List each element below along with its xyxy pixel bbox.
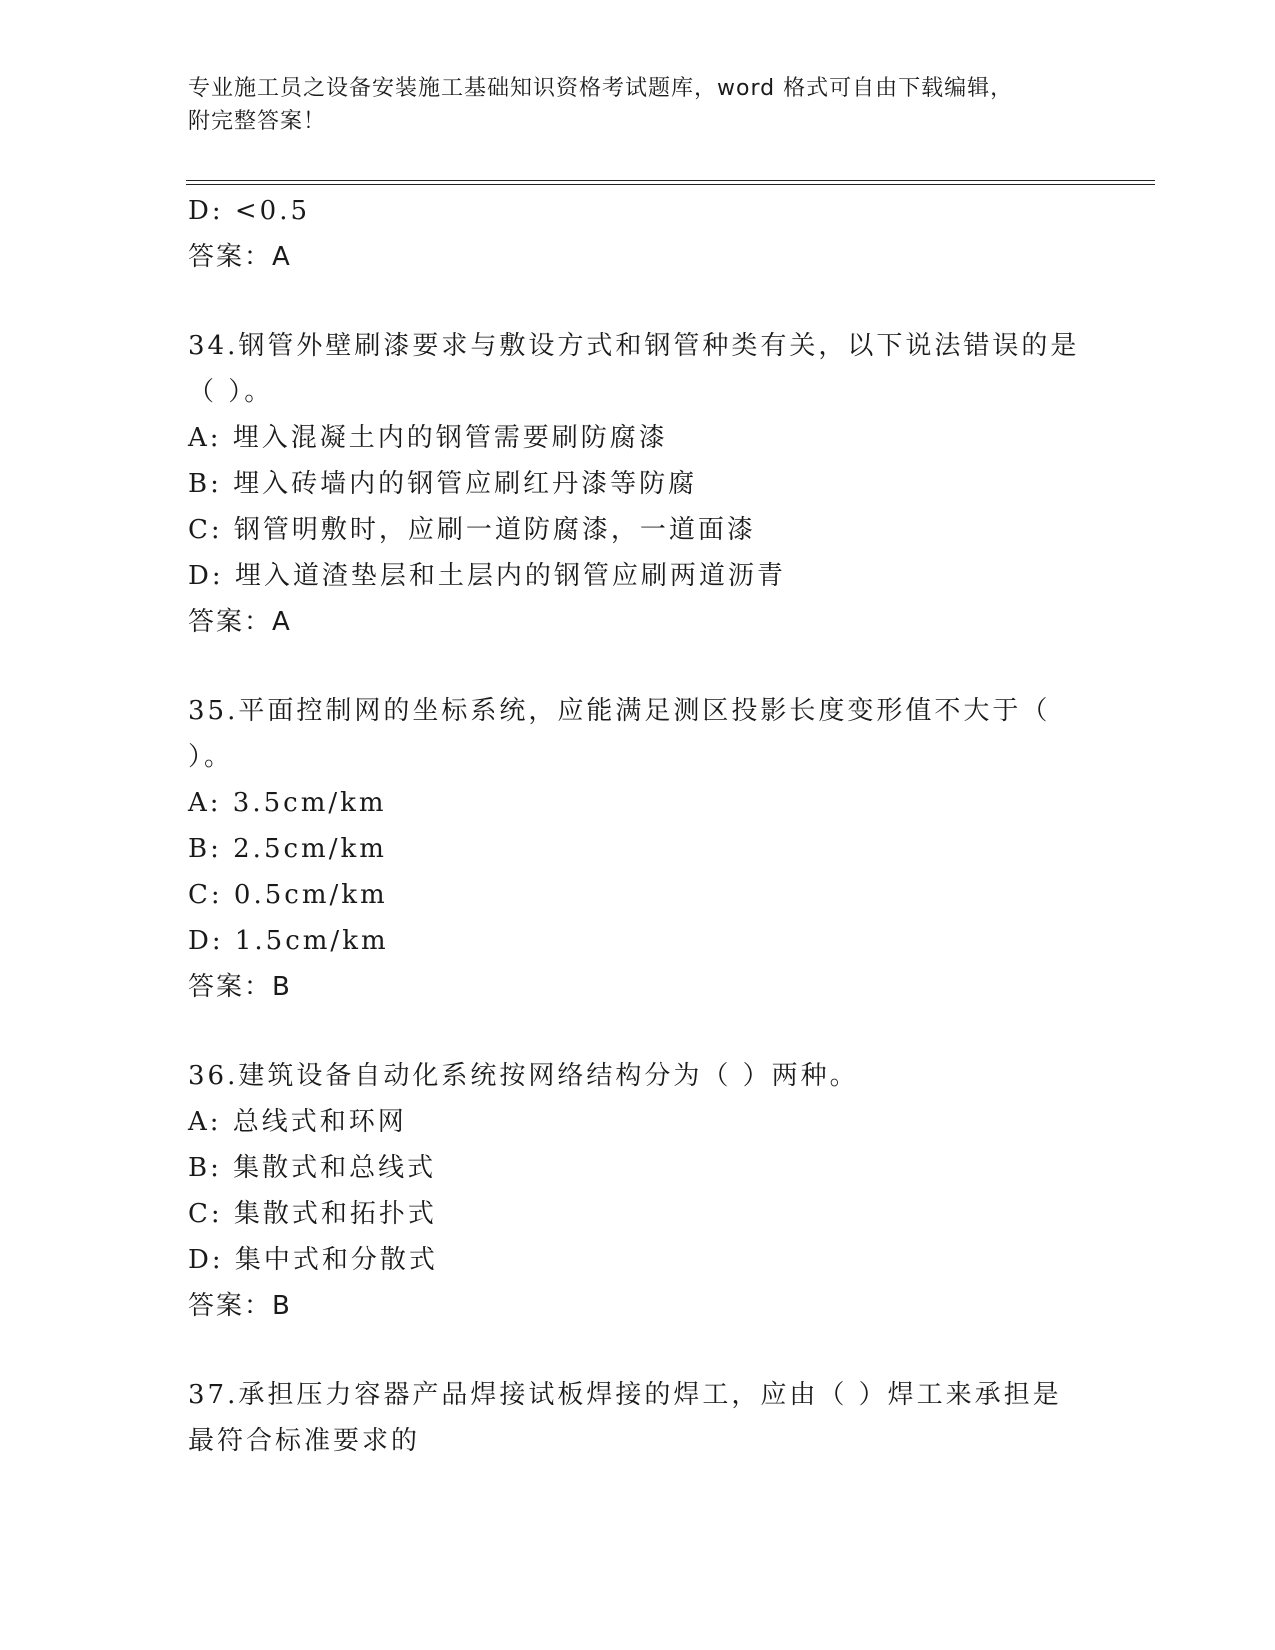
answer: 答案：A [188,607,292,637]
prev-option-d: D: <0.5 [188,196,311,226]
question-list [188,188,1108,1464]
question-stem: 37.承担压力容器产品焊接试板焊接的焊工，应由（ ）焊工来承担是 [188,1380,1062,1410]
header-line-1: 专业施工员之设备安装施工基础知识资格考试题库，word 格式可自由下载编辑， [188,76,1014,101]
question-34 [188,323,1108,645]
question-stem-cont: 最符合标准要求的 [188,1426,421,1456]
spacer [188,1010,1108,1053]
option-b: B: 集散式和总线式 [188,1153,437,1183]
header-divider-bottom [186,184,1155,185]
option-d: D: 埋入道渣垫层和土层内的钢管应刷两道沥青 [188,561,786,591]
answer: 答案：B [188,972,292,1002]
question-36 [188,1053,1108,1329]
option-a: A: 总线式和环网 [188,1107,407,1137]
question-37 [188,1372,1108,1464]
option-d: D: 集中式和分散式 [188,1245,438,1275]
spacer [188,645,1108,688]
question-stem-cont: （ ）。 [188,377,274,407]
header-divider-top [186,180,1155,181]
option-b: B: 2.5cm/km [188,834,387,864]
question-stem: 34.钢管外壁刷漆要求与敷设方式和钢管种类有关，以下说法错误的是 [188,331,1080,361]
option-b: B: 埋入砖墙内的钢管应刷红丹漆等防腐 [188,469,698,499]
prev-answer: 答案：A [188,242,292,272]
header-line-2: 附完整答案！ [188,109,327,134]
question-35 [188,688,1108,1010]
spacer [188,280,1108,323]
option-c: C: 集散式和拓扑式 [188,1199,437,1229]
option-a: A: 3.5cm/km [188,788,387,818]
option-a: A: 埋入混凝土内的钢管需要刷防腐漆 [188,423,668,453]
question-stem: 36.建筑设备自动化系统按网络结构分为（ ）两种。 [188,1061,859,1091]
option-c: C: 0.5cm/km [188,880,388,910]
option-d: D: 1.5cm/km [188,926,389,956]
option-c: C: 钢管明敷时，应刷一道防腐漆，一道面漆 [188,515,756,545]
question-stem-cont: ）。 [188,742,234,772]
question-stem: 35.平面控制网的坐标系统，应能满足测区投影长度变形值不大于（ [188,696,1051,726]
answer: 答案：B [188,1291,292,1321]
document-header [188,72,1068,138]
spacer [188,1329,1108,1372]
